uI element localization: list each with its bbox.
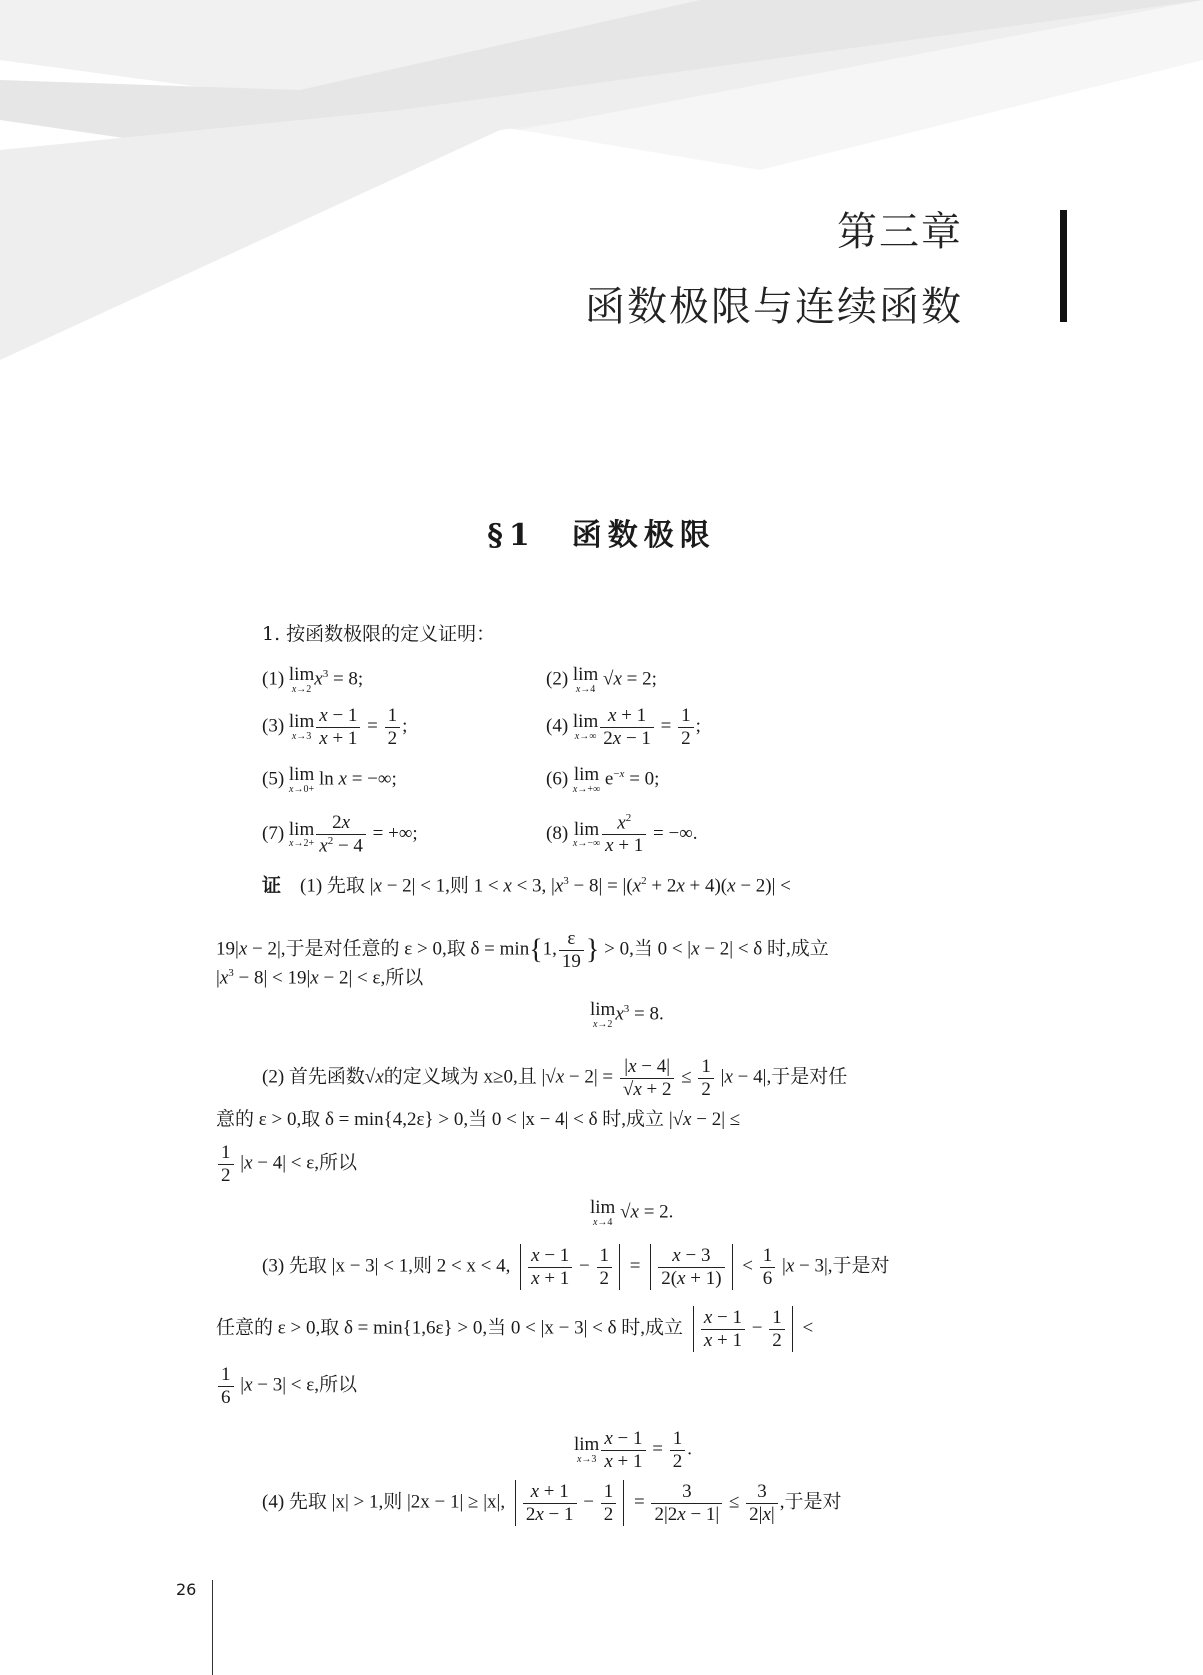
chapter-bar bbox=[1060, 210, 1067, 322]
page-number-rule bbox=[212, 1580, 213, 1675]
proof-3-line-2: 任意的 ε > 0,取 δ = min{1,6ε} > 0,当 0 < |x − 3| < δ 时,成立 $\frac{x - 1}{x + 1}$ − $\frac{1}{2}$ < bbox=[216, 1306, 814, 1351]
proof-3-line-3: $\frac{1}{6}$ |x − 3| < ε,所以 bbox=[216, 1364, 357, 1409]
proof-label: 证 bbox=[262, 875, 282, 897]
page-number: 26 bbox=[176, 1580, 197, 1599]
problem-label: 1. 按函数极限的定义证明： bbox=[262, 623, 496, 645]
problem-item-6: (6) lim x→+∞ $e^{-x} = 0$; bbox=[546, 764, 660, 795]
problem-item-2: (2) lim x→4 √x = 2; bbox=[546, 664, 657, 695]
problem-item-3: (3) lim x→3 $\frac{x - 1}{x + 1}$ = $\frac{1}{2}$ ; bbox=[262, 705, 408, 749]
problem-item-8: (8) lim x→−∞ $\frac{x^2}{x + 1}$ = −∞. bbox=[546, 812, 698, 857]
proof-1-line-1: 证 (1) 先取 |x − 2| < 1,则 1 < x < 3, $|x^3 - 8| = |(x^2 + 2x + 4)(x - 2)|$ < bbox=[262, 875, 791, 897]
proof-2-line-1: (2) 首先函数√x的定义域为 x≥0,且 |√x − 2| = $\frac{|x - 4|}{√x + 2}$ ≤ $\frac{1}{2}$ |x − 4|,于是对任 bbox=[262, 1056, 848, 1100]
section-title: §1 函数极限 bbox=[487, 518, 716, 553]
proof-2-line-2: 意的 ε > 0,取 δ = min{4,2ε} > 0,当 0 < |x − 4| < δ 时,成立 |√x − 2| ≤ bbox=[216, 1109, 741, 1130]
proof-1-result: lim x→2 $x^3 = 8$. bbox=[590, 999, 664, 1030]
proof-3-result: lim x→3 $\frac{x - 1}{x + 1}$ = $\frac{1}{2}$ . bbox=[574, 1428, 692, 1472]
proof-2-line-3: $\frac{1}{2}$ |x − 4| < ε,所以 bbox=[216, 1142, 357, 1187]
proof-1-line-2: 19|x − 2|,于是对任意的 ε > 0,取 δ = min{1, $\frac{\varepsilon}{19}$ } > 0,当 0 < |x − 2| < δ 时,成立 bbox=[216, 928, 829, 972]
problem-item-4: (4) lim x→∞ $\frac{x + 1}{2x - 1}$ = $\frac{1}{2}$ ; bbox=[546, 705, 701, 749]
chapter-title: 函数极限与连续函数 bbox=[585, 284, 963, 330]
proof-2-result: lim x→4 √x = 2. bbox=[590, 1197, 674, 1228]
problem-item-1: (1) lim x→2 $x^3 = 8$; bbox=[262, 664, 364, 695]
problem-item-7: (7) lim x→2+ $\frac{2x}{x^2 - 4}$ = +∞; bbox=[262, 812, 418, 857]
proof-3-line-1: (3) 先取 |x − 3| < 1,则 2 < x < 4, $\frac{x - 1}{x + 1}$ − $\frac{1}{2}$ = $\frac{x - 3}{2(x + 1)}$ < $\frac{1}{6}$ |x − 3|,于是对 bbox=[262, 1244, 890, 1289]
proof-1-line-3: $|x^3 - 8| < 19|x - 2| < \varepsilon$,所以 bbox=[216, 967, 424, 989]
chapter-number: 第三章 bbox=[837, 209, 963, 255]
problem-item-5: (5) lim x→0+ ln x = −∞; bbox=[262, 764, 397, 795]
proof-4-line-1: (4) 先取 |x| > 1,则 |2x − 1| ≥ |x|, $\frac{x + 1}{2x - 1}$ − $\frac{1}{2}$ = $\frac{3}{2|2x - 1|}$ ≤ $\frac{3}{2|x|}$ ,于是对 bbox=[262, 1480, 842, 1525]
